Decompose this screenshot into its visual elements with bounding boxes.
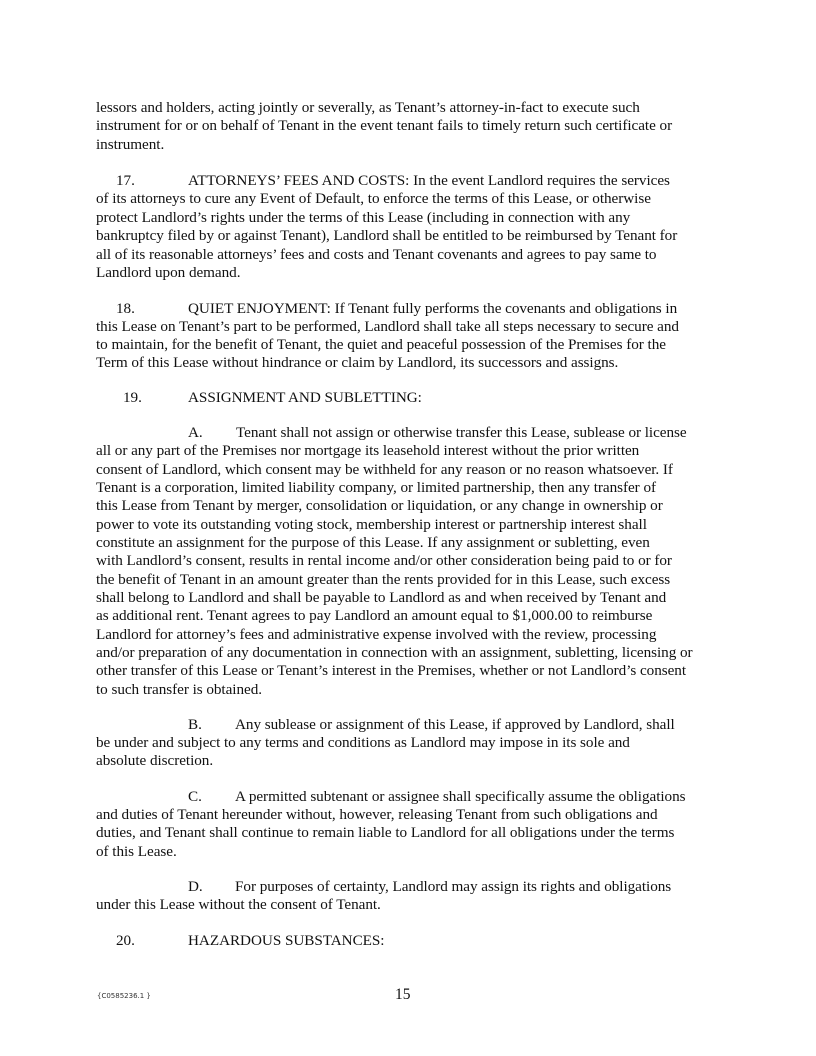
section-text: If Tenant fully performs the covenants and obligations in — [334, 300, 678, 317]
text-line: Landlord upon demand. — [96, 264, 241, 281]
section-heading-line — [188, 172, 670, 190]
section-heading: ASSIGNMENT AND SUBLETTING: — [188, 389, 422, 406]
text-line: and/or preparation of any documentation in connection with an assignment, subletting, licensing or — [96, 644, 693, 661]
text-line: power to vote its outstanding voting stock, membership interest or partnership interest shall — [96, 516, 647, 533]
text-line: bankruptcy filed by or against Tenant), Landlord shall be entitled to be reimbursed by Tenant for — [96, 227, 678, 244]
text-line: the benefit of Tenant in an amount greater than the rents provided for in this Lease, such excess — [96, 571, 671, 588]
text-line: Term of this Lease without hindrance or claim by Landlord, its successors and assigns. — [96, 354, 619, 371]
text-line: Landlord for attorney’s fees and administrative expense involved with the review, processing — [96, 626, 657, 643]
text-line: with Landlord’s consent, results in rental income and/or other consideration being paid to or for — [96, 552, 672, 569]
text-line: of its attorneys to cure any Event of Default, to enforce the terms of this Lease, or otherwise — [96, 190, 651, 207]
page-number: 15 — [395, 986, 411, 1003]
subsection-letter: A. — [188, 424, 203, 441]
section-text: In the event Landlord requires the services — [413, 172, 670, 189]
section-number: 18. — [116, 300, 135, 317]
text-line: this Lease on Tenant’s part to be performed, Landlord shall take all steps necessary to secure and — [96, 318, 679, 335]
text-line: shall belong to Landlord and shall be payable to Landlord as and when received by Tenant and — [96, 589, 667, 606]
subsection-text: For purposes of certainty, Landlord may assign its rights and obligations — [235, 878, 672, 895]
text-line: constitute an assignment for the purpose of this Lease. If any assignment or subletting, even — [96, 534, 650, 551]
text-line: to maintain, for the benefit of Tenant, the quiet and peaceful possession of the Premises for the — [96, 336, 666, 353]
section-number: 19. — [123, 389, 142, 406]
section-heading: ATTORNEYS’ FEES AND COSTS: — [188, 172, 410, 189]
subsection-text: Tenant shall not assign or otherwise transfer this Lease, sublease or license — [236, 424, 687, 441]
text-line: of this Lease. — [96, 843, 177, 860]
text-line: protect Landlord’s rights under the terms of this Lease (including in connection with any — [96, 209, 631, 226]
section-number: 20. — [116, 932, 135, 949]
text-line: duties, and Tenant shall continue to remain liable to Landlord for all obligations under the terms — [96, 824, 675, 841]
text-line: all or any part of the Premises nor mortgage its leasehold interest without the prior written — [96, 442, 640, 459]
subsection-letter: D. — [188, 878, 203, 895]
subsection-letter: C. — [188, 788, 202, 805]
section-heading-line — [188, 300, 677, 318]
subsection-letter: B. — [188, 716, 202, 733]
section-heading: QUIET ENJOYMENT: — [188, 300, 331, 317]
text-line: as additional rent. Tenant agrees to pay Landlord an amount equal to $1,000.00 to reimburse — [96, 607, 653, 624]
text-line: instrument. — [96, 136, 165, 153]
text-line: and duties of Tenant hereunder without, however, releasing Tenant from such obligations and — [96, 806, 658, 823]
document-id: {C0585236.1 } — [97, 992, 151, 1000]
subsection-text: A permitted subtenant or assignee shall specifically assume the obligations — [235, 788, 686, 805]
text-line: be under and subject to any terms and conditions as Landlord may impose in its sole and — [96, 734, 630, 751]
text-line: Tenant is a corporation, limited liability company, or limited partnership, then any transfer of — [96, 479, 656, 496]
text-line: all of its reasonable attorneys’ fees and costs and Tenant covenants and agrees to pay same to — [96, 246, 657, 263]
text-line: other transfer of this Lease or Tenant’s interest in the Premises, whether or not Landlord’s consent — [96, 662, 687, 679]
text-line: lessors and holders, acting jointly or severally, as Tenant’s attorney-in-fact to execute such — [96, 99, 640, 116]
text-line: instrument for or on behalf of Tenant in the event tenant fails to timely return such certificate or — [96, 117, 673, 134]
text-line: this Lease from Tenant by merger, consolidation or liquidation, or any change in ownership or — [96, 497, 663, 514]
text-line: to such transfer is obtained. — [96, 681, 262, 698]
text-line: absolute discretion. — [96, 752, 214, 769]
text-line: under this Lease without the consent of Tenant. — [96, 896, 381, 913]
subsection-text: Any sublease or assignment of this Lease, if approved by Landlord, shall — [235, 716, 675, 733]
text-line: consent of Landlord, which consent may be withheld for any reason or no reason whatsoever. If — [96, 461, 673, 478]
section-number: 17. — [116, 172, 135, 189]
section-heading: HAZARDOUS SUBSTANCES: — [188, 932, 385, 949]
